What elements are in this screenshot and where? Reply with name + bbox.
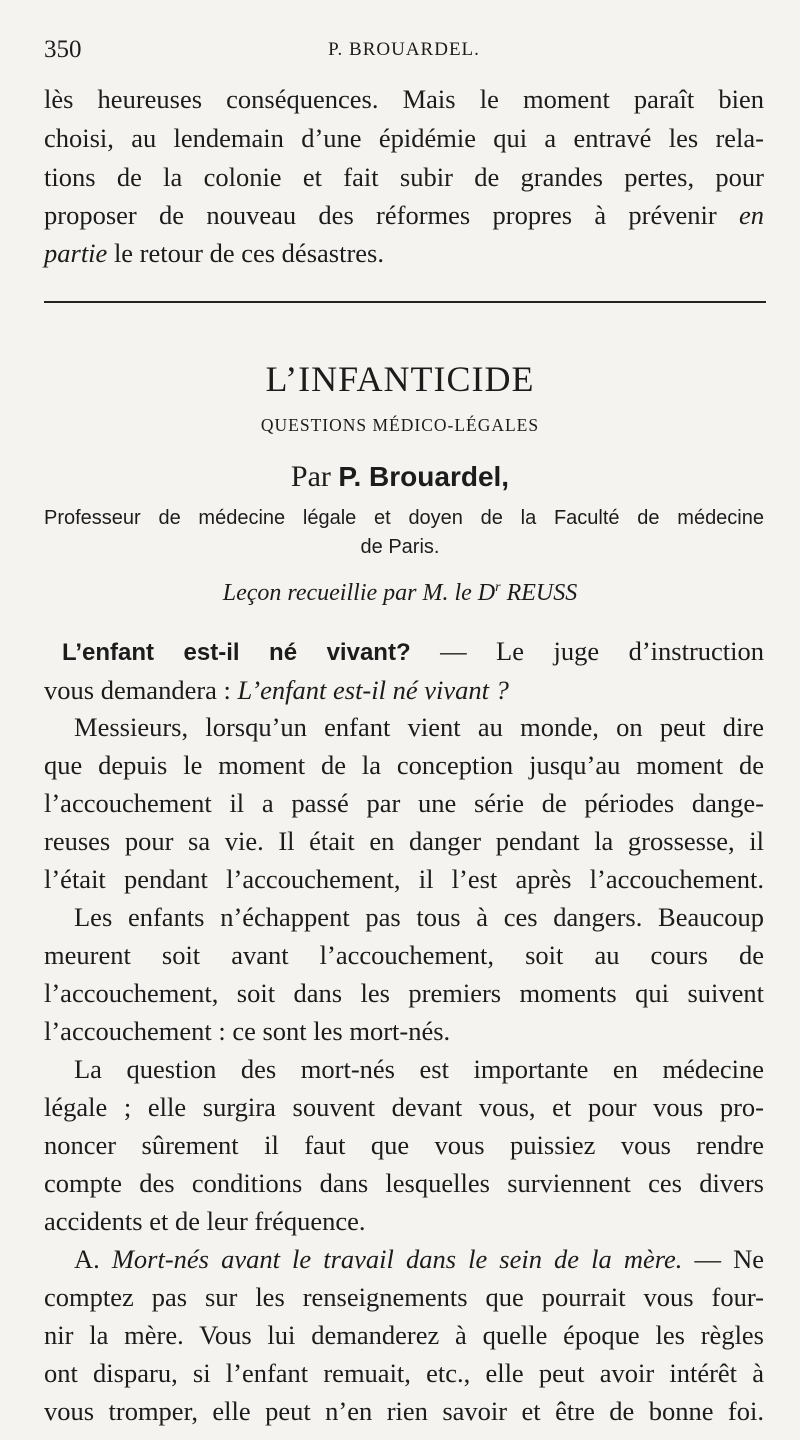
- author-name: P. Brouardel,: [338, 461, 510, 492]
- byline-prefix: Par: [290, 460, 339, 493]
- body-line: compte des conditions dans lesquelles surviennent ces divers: [44, 1168, 764, 1198]
- body-text: vous demandera :: [44, 675, 238, 705]
- body-line: l’accouchement, soit dans les premiers moments qui suivent: [44, 978, 764, 1008]
- credit-text: Leçon recueillie par M. le D: [222, 580, 496, 606]
- page-number: 350: [44, 36, 82, 63]
- intro-line: choisi, au lendemain d’une épidémie qui a entravé les rela-: [44, 123, 764, 153]
- lecture-credit: [0, 580, 800, 607]
- running-head: P. BROUARDEL.: [328, 39, 480, 60]
- body-line: légale ; elle surgira souvent devant vous, et pour vous pro-: [44, 1092, 764, 1122]
- article-subtitle: QUESTIONS MÉDICO-LÉGALES: [260, 415, 540, 435]
- body-line: vous tromper, elle peut n’en rien savoir et être de bonne foi.: [44, 1396, 764, 1426]
- affiliation-continued: de Paris.: [360, 536, 440, 558]
- body-line: La question des mort-nés est importante en médecine: [74, 1054, 764, 1084]
- body-line: nir la mère. Vous lui demanderez à quelle époque les règles: [44, 1320, 764, 1350]
- body-line: ont disparu, si l’enfant remuait, etc., elle peut avoir intérêt à: [44, 1358, 764, 1388]
- intro-line: tions de la colonie et fait subir de grandes pertes, pour: [44, 162, 764, 192]
- body-line: accidents et de leur fréquence.: [44, 1206, 366, 1236]
- body-line: l’accouchement : ce sont les mort-nés.: [44, 1016, 451, 1046]
- section-heading: L’enfant est-il né vivant?: [62, 639, 411, 666]
- credit-name: REUSS: [500, 580, 578, 606]
- body-line: [44, 677, 764, 704]
- body-line: que depuis le moment de la conception jusqu’au moment de: [44, 750, 764, 780]
- body-line: Les enfants n’échappent pas tous à ces dangers. Beaucoup: [74, 902, 764, 932]
- article-title: L’INFANTICIDE: [265, 359, 535, 399]
- affiliation: Professeur de médecine légale et doyen de la Faculté de médecine: [44, 507, 764, 529]
- body-text: — Ne: [682, 1244, 764, 1274]
- body-line: Messieurs, lorsqu’un enfant vient au monde, on peut dire: [74, 712, 764, 742]
- credit-sup: r: [495, 580, 501, 595]
- intro-line: [44, 202, 764, 229]
- body-line: [44, 1246, 764, 1273]
- byline: [0, 460, 800, 494]
- section-heading-line: [44, 638, 764, 665]
- intro-line: lès heureuses conséquences. Mais le moment paraît bien: [44, 84, 764, 114]
- intro-line: [44, 240, 764, 267]
- section-heading-rest: — Le juge d’instruction: [410, 636, 765, 666]
- body-line: noncer sûrement il faut que vous puissiez vous rendre: [44, 1130, 764, 1160]
- intro-italic: en: [739, 200, 765, 230]
- body-line: reuses pour sa vie. Il était en danger pendant la grossesse, il: [44, 826, 764, 856]
- intro-italic: partie: [44, 238, 108, 268]
- body-line: l’accouchement il a passé par une série de périodes dange-: [44, 788, 764, 818]
- body-italic: Mort-nés avant le travail dans le sein de la mère.: [111, 1244, 683, 1274]
- intro-line-text: le retour de ces désastres.: [107, 238, 384, 268]
- body-italic: L’enfant est-il né vivant ?: [237, 675, 509, 705]
- body-line: l’était pendant l’accouchement, il l’est après l’accouchement.: [44, 864, 764, 894]
- intro-line-text: proposer de nouveau des réformes propres à prévenir: [44, 200, 717, 230]
- section-divider: [44, 301, 766, 303]
- body-line: meurent soit avant l’accouchement, soit au cours de: [44, 940, 764, 970]
- body-text: A.: [74, 1244, 112, 1274]
- body-line: comptez pas sur les renseignements que pourrait vous four-: [44, 1282, 764, 1312]
- page-header: [44, 36, 764, 70]
